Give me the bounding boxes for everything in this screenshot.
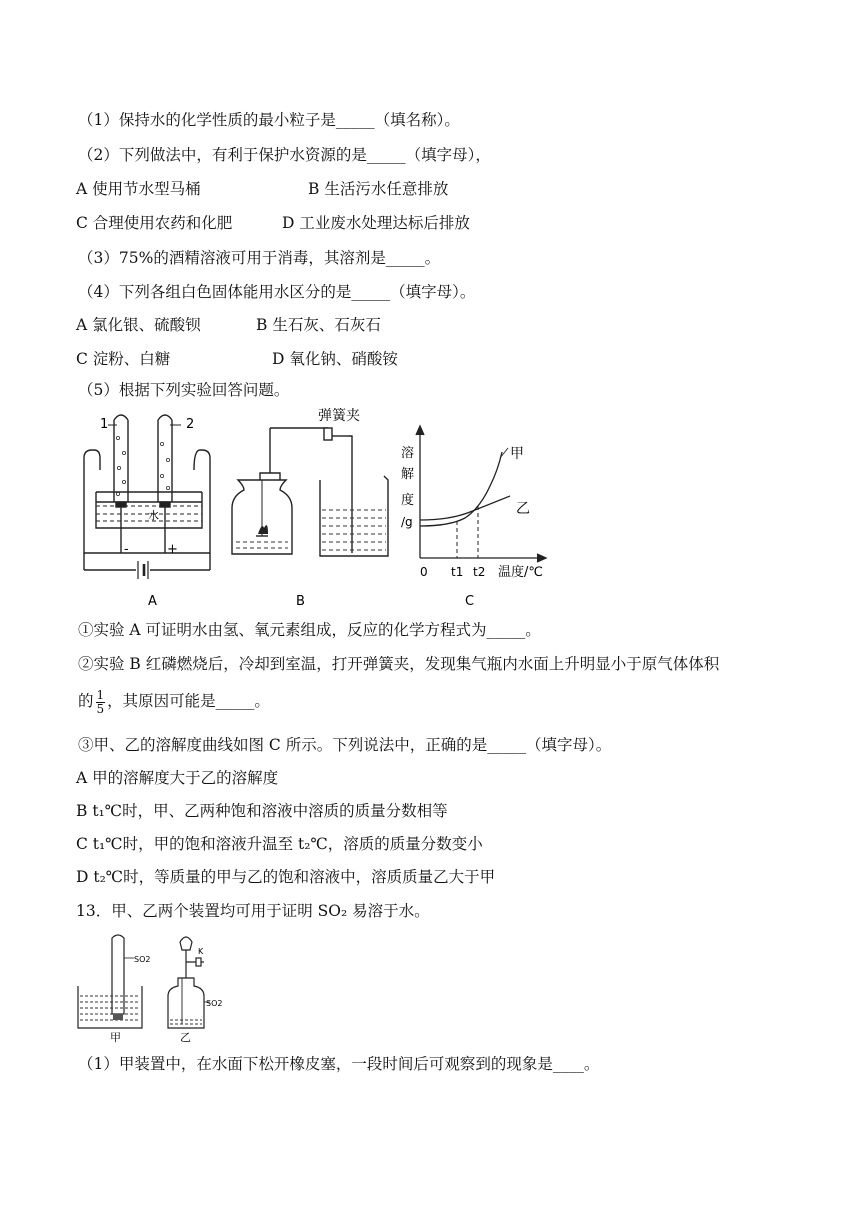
- question-3: （3）75%的酒精溶液可用于消毒，其溶剂是_____。: [78, 249, 441, 267]
- sub-question-2-prefix: 的: [78, 692, 94, 710]
- sub-question-1: ①实验 A 可证明水由氢、氧元素组成，反应的化学方程式为_____。: [78, 621, 541, 639]
- t2-label: t2: [473, 565, 486, 579]
- tube-1-label: 1: [100, 417, 109, 432]
- flame-icon: [258, 525, 268, 534]
- minus-label: -: [124, 542, 129, 557]
- plus-label: +: [167, 542, 178, 557]
- experiment-figure-abc: [70, 408, 570, 613]
- q2-option-a: A 使用节水型马桶: [76, 180, 201, 198]
- s3-option-c: C t₁℃时，甲的饱和溶液升温至 t₂℃，溶质的质量分数变小: [76, 835, 483, 853]
- rubber-stopper: [113, 1014, 123, 1020]
- fraction-numerator: 1: [96, 687, 105, 702]
- one-fifth-fraction: [96, 689, 106, 716]
- s3-option-d: D t₂℃时，等质量的甲与乙的饱和溶液中，溶质质量乙大于甲: [76, 868, 496, 886]
- q4-option-a: A 氯化银、硫酸钡: [76, 316, 201, 334]
- y-axis-label-1: 溶: [401, 446, 415, 461]
- tube-2-label: 2: [186, 417, 195, 432]
- sub-question-3: ③甲、乙的溶解度曲线如图 C 所示。下列说法中，正确的是_____（填字母）。: [78, 736, 612, 754]
- electrolysis-bubbles: [116, 436, 169, 495]
- water-label: 水: [148, 509, 159, 522]
- x-axis-label: 温度/℃: [498, 565, 543, 580]
- question-13-part-1: （1）甲装置中，在水面下松开橡皮塞，一段时间后可观察到的现象是____。: [78, 1055, 600, 1073]
- q2-option-d: D 工业废水处理达标后排放: [282, 214, 470, 232]
- curve-label-yi: 乙: [516, 501, 530, 517]
- so2-apparatus-figure: [72, 934, 242, 1046]
- electrolysis-apparatus: [84, 415, 210, 579]
- label-yi: 乙: [180, 1031, 191, 1044]
- phosphorus-apparatus: [232, 428, 388, 556]
- y-axis-label-4: /g: [401, 515, 413, 529]
- label-a: A: [148, 594, 157, 609]
- question-13: 13．甲、乙两个装置均可用于证明 SO₂ 易溶于水。: [76, 902, 430, 920]
- q4-option-c: C 淀粉、白糖: [76, 350, 171, 368]
- q2-option-b: B 生活污水任意排放: [308, 180, 449, 198]
- valve-k-label: K: [198, 947, 204, 956]
- apparatus-yi: [168, 937, 210, 1028]
- q4-option-d: D 氧化钠、硝酸铵: [272, 350, 398, 368]
- s3-option-a: A 甲的溶解度大于乙的溶解度: [76, 769, 279, 787]
- sub-question-2-suffix: ，其原因可能是_____。: [107, 692, 270, 710]
- q4-option-b: B 生石灰、石灰石: [256, 316, 381, 334]
- t1-label: t1: [451, 565, 464, 579]
- so2-label-yi: SO2: [206, 999, 223, 1008]
- question-5: （5）根据下列实验回答问题。: [78, 381, 290, 399]
- label-c: C: [465, 594, 475, 609]
- y-axis-label-3: 度: [401, 493, 415, 508]
- s3-option-b: B t₁℃时，甲、乙两种饱和溶液中溶质的质量分数相等: [76, 802, 448, 820]
- question-1: （1）保持水的化学性质的最小粒子是_____（填名称）。: [78, 111, 460, 129]
- label-jia: 甲: [110, 1031, 121, 1044]
- so2-label-jia: SO2: [134, 955, 151, 964]
- y-axis-label-2: 解: [401, 467, 415, 482]
- q2-option-c: C 合理使用农药和化肥: [76, 214, 233, 232]
- sub-question-2-line-2: [78, 684, 270, 718]
- curve-label-jia: 甲: [510, 446, 524, 462]
- phosphorus-water: [236, 510, 386, 550]
- question-2: （2）下列做法中，有利于保护水资源的是_____（填字母），: [78, 146, 491, 164]
- clamp-label: 弹簧夹: [318, 408, 360, 424]
- origin-label: 0: [420, 565, 428, 579]
- label-b: B: [296, 594, 305, 609]
- question-4: （4）下列各组白色固体能用水区分的是_____（填字母）。: [78, 283, 476, 301]
- sub-question-2-line-1: ②实验 B 红磷燃烧后，冷却到室温，打开弹簧夹，发现集气瓶内水面上升明显小于原气体体积: [78, 655, 720, 673]
- fraction-denominator: 5: [96, 701, 105, 716]
- solubility-chart: [416, 426, 546, 562]
